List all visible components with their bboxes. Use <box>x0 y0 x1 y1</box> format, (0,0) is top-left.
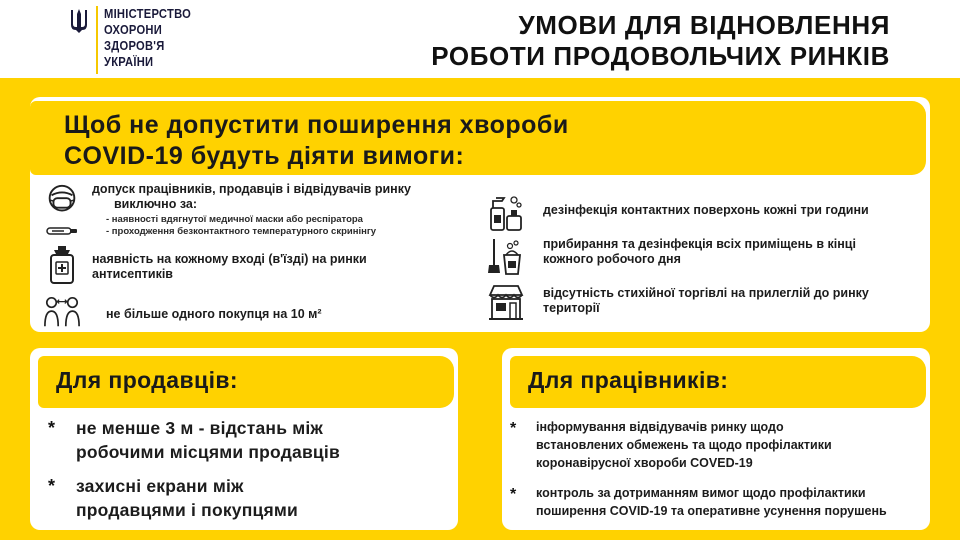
requirement-subitem: - проходження безконтактного температурного скринінгу <box>106 226 377 237</box>
ministry-logo <box>70 6 205 74</box>
requirement-surface-disinfection <box>488 194 524 234</box>
requirement-line: дезінфекція контактних поверхонь кожні три години <box>543 203 869 217</box>
requirement-line: наявність на кожному вході (в'їзді) на ринки <box>92 252 367 266</box>
list-item-line: захисні екрани між <box>76 476 244 496</box>
ministry-line: ЗДОРОВ'Я <box>104 38 165 53</box>
requirement-line: допуск працівників, продавців і відвідувачів ринку <box>92 182 411 196</box>
requirement-cleaning-text <box>543 237 923 267</box>
sellers-card <box>30 348 458 530</box>
list-item <box>48 416 448 464</box>
page-title <box>431 10 890 72</box>
list-item <box>510 418 920 472</box>
sellers-banner <box>38 356 454 408</box>
header <box>0 0 960 78</box>
requirement-line: території <box>543 301 600 315</box>
workers-list <box>510 418 920 530</box>
list-item-line: контроль за дотриманням вимог щодо профілактики <box>536 486 866 500</box>
asterisk-icon: * <box>48 476 56 496</box>
requirement-street-trade-text <box>543 286 923 316</box>
list-item-line: встановлених обмежень та щодо профілактики <box>536 438 832 452</box>
requirement-mask-screening <box>44 182 80 220</box>
face-mask-icon <box>44 182 80 220</box>
disinfection-spray-icon <box>488 194 524 234</box>
requirements-heading <box>64 110 569 172</box>
list-item-line: не менше 3 м - відстань між <box>76 418 324 438</box>
requirement-no-street-trade <box>488 283 524 323</box>
requirement-line: кожного робочого дня <box>543 252 681 266</box>
market-stall-icon <box>488 283 524 323</box>
list-item-line: інформування відвідувачів ринку щодо <box>536 420 784 434</box>
workers-card <box>502 348 930 530</box>
requirement-distance <box>42 294 82 332</box>
requirement-distance-text <box>106 307 486 322</box>
list-item <box>510 484 920 520</box>
list-item-line: продавцями і покупцями <box>76 500 298 520</box>
requirement-sanitizer-text <box>92 252 492 282</box>
requirement-cleaning <box>488 237 524 277</box>
requirement-line: відсутність стихійної торгівлі на прилеглій до ринку <box>543 286 869 300</box>
asterisk-icon: * <box>510 420 517 437</box>
requirement-line: виключно за: <box>114 197 197 211</box>
asterisk-icon: * <box>48 418 56 438</box>
title-line: РОБОТИ ПРОДОВОЛЬЧИХ РИНКІВ <box>431 41 890 71</box>
workers-banner <box>510 356 926 408</box>
sellers-title: Для продавців: <box>56 367 238 393</box>
list-item-line: робочими місцями продавців <box>76 442 340 462</box>
asterisk-icon: * <box>510 486 517 503</box>
list-item-line: коронавірусної хвороби COVED-19 <box>536 456 753 470</box>
workers-title: Для працівників: <box>528 367 729 393</box>
ministry-line: ОХОРОНИ <box>104 22 163 37</box>
requirement-line: антисептиків <box>92 267 173 281</box>
heading-line: COVID-19 будуть діяти вимоги: <box>64 142 465 170</box>
ministry-line: УКРАЇНИ <box>104 54 154 69</box>
title-line: УМОВИ ДЛЯ ВІДНОВЛЕННЯ <box>518 10 890 40</box>
ministry-line: МІНІСТЕРСТВО <box>104 6 192 21</box>
requirement-subitem: - наявності вдягнутої медичної маски або респіратора <box>106 214 363 225</box>
logo-divider <box>96 6 98 74</box>
requirement-admission-text <box>92 182 512 238</box>
distance-icon <box>42 294 82 332</box>
sellers-list <box>48 416 448 530</box>
sanitizer-icon <box>44 245 80 285</box>
requirement-surface-text <box>543 203 923 218</box>
list-item <box>48 474 448 522</box>
requirements-banner <box>30 101 926 175</box>
list-item-line: поширення COVID-19 та оперативне усунення порушень <box>536 504 887 518</box>
ministry-name <box>104 6 191 70</box>
requirement-line: не більше одного покупця на 10 м² <box>106 307 322 321</box>
thermometer-icon <box>46 225 78 237</box>
trident-icon <box>70 8 88 34</box>
requirement-sanitizer <box>44 245 80 285</box>
requirement-line: прибирання та дезінфекція всіх приміщень в кінці <box>543 237 856 251</box>
heading-line: Щоб не допустити поширення хвороби <box>64 111 569 139</box>
requirements-card <box>30 97 930 332</box>
cleaning-icon <box>488 237 524 277</box>
